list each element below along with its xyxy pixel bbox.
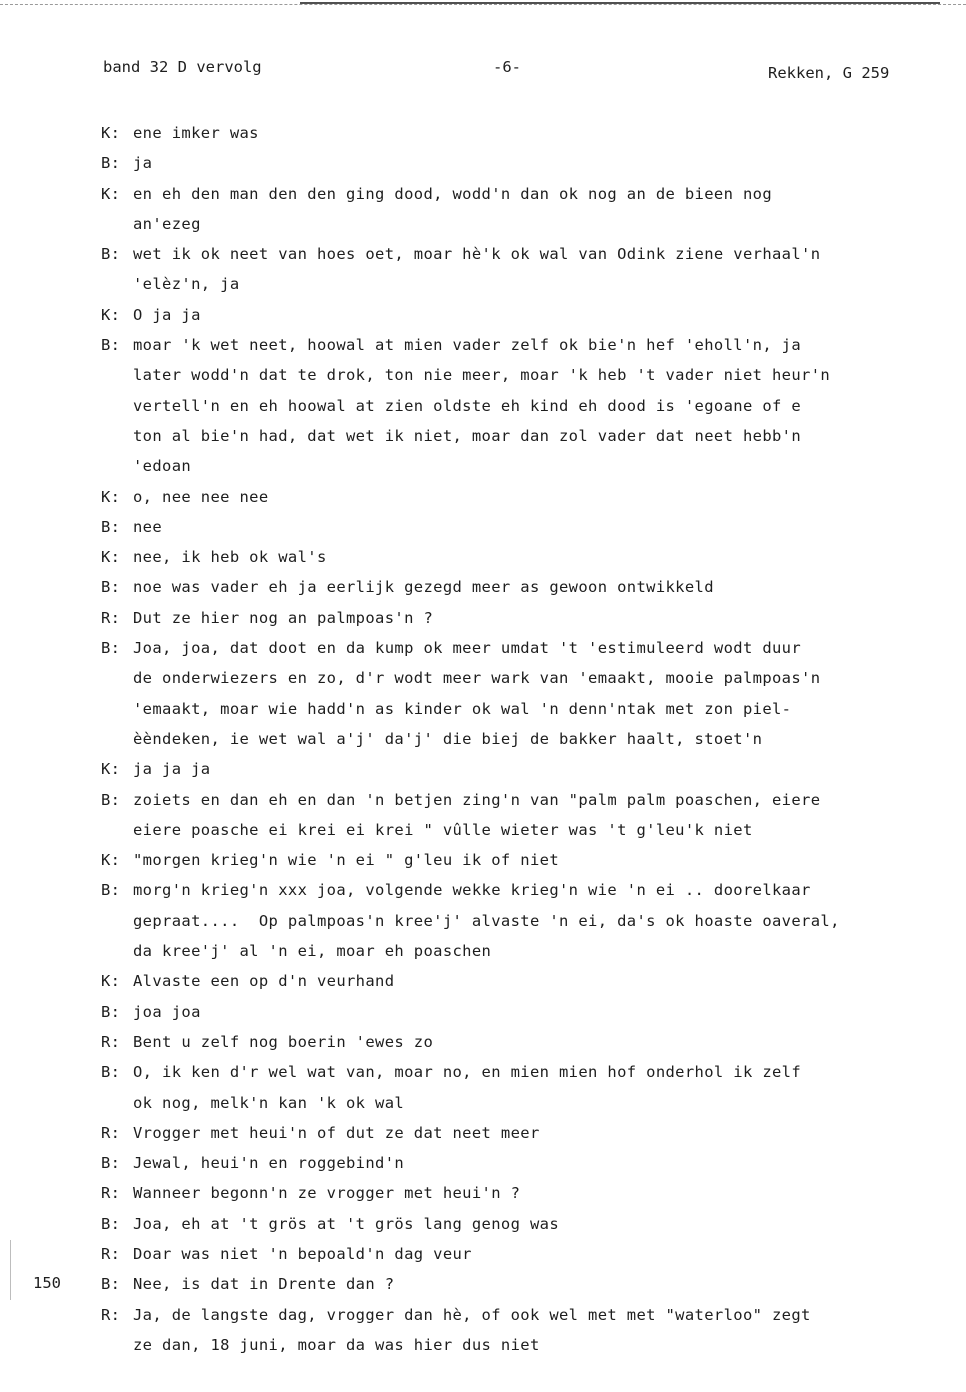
utterance xyxy=(133,330,931,481)
utterance-line: zoiets en dan eh en dan 'n betjen zing'n van "palm palm poaschen, eiere xyxy=(133,790,821,809)
utterance xyxy=(133,875,931,966)
utterance xyxy=(133,997,931,1027)
utterance xyxy=(133,239,931,300)
speaker-label: B: xyxy=(101,245,121,264)
tape-reference: band 32 D vervolg xyxy=(103,58,262,76)
transcript-turn xyxy=(101,785,931,846)
utterance-line: ze dan, 18 juni, moar da was hier dus niet xyxy=(133,1335,540,1354)
speaker-label: K: xyxy=(101,760,121,779)
speaker-label: K: xyxy=(101,124,121,142)
utterance-line: later wodd'n dat te drok, ton nie meer, moar 'k heb 't vader niet heur'n xyxy=(133,366,831,385)
speaker-label: K: xyxy=(101,851,121,870)
speaker-label: B: xyxy=(101,1154,121,1173)
utterance xyxy=(133,1300,931,1361)
transcript-turn xyxy=(101,1239,931,1269)
utterance-line: Alvaste een op d'n veurhand xyxy=(133,972,395,991)
speaker-label: B: xyxy=(101,517,121,536)
utterance-line: Nee, is dat in Drente dan ? xyxy=(133,1275,395,1294)
utterance-line: Doar was niet 'n bepoald'n dag veur xyxy=(133,1244,472,1263)
utterance-line: ok nog, melk'n kan 'k ok wal xyxy=(133,1093,405,1112)
transcript-turn xyxy=(101,118,931,148)
utterance xyxy=(133,966,931,996)
transcript-turn xyxy=(101,1269,931,1299)
utterance-line: èèndeken, ie wet wal a'j' da'j' die biej de bakker haalt, stoet'n xyxy=(133,729,763,748)
speaker-label: R: xyxy=(101,1032,121,1051)
utterance xyxy=(133,542,931,572)
transcript-turn xyxy=(101,1118,931,1148)
utterance-line: o, nee nee nee xyxy=(133,487,269,506)
speaker-label: B: xyxy=(101,1214,121,1233)
transcript-turn xyxy=(101,845,931,875)
speaker-label: B: xyxy=(101,790,121,809)
utterance xyxy=(133,754,931,784)
transcript-turn xyxy=(101,148,931,178)
transcript-turn xyxy=(101,300,931,330)
utterance-line: moar 'k wet neet, hoowal at mien vader zelf ok bie'n hef 'eholl'n, ja xyxy=(133,336,802,355)
utterance xyxy=(133,148,931,178)
transcript-turn xyxy=(101,1148,931,1178)
utterance xyxy=(133,1027,931,1057)
utterance-line: Ja, de langste dag, vrogger dan hè, of ook wel met met "waterloo" zegt xyxy=(133,1305,811,1324)
utterance-line: de onderwiezers en zo, d'r wodt meer wark van 'emaakt, mooie palmpoas'n xyxy=(133,669,821,688)
transcript-turn xyxy=(101,875,931,966)
top-dashed-rule xyxy=(0,4,966,6)
utterance-line: da kree'j' al 'n ei, moar eh poaschen xyxy=(133,942,492,961)
speaker-label: B: xyxy=(101,1002,121,1021)
speaker-label: R: xyxy=(101,1123,121,1142)
utterance xyxy=(133,1209,931,1239)
utterance-line: nee, ik heb ok wal's xyxy=(133,548,327,567)
transcript-turn xyxy=(101,330,931,481)
transcript-turn xyxy=(101,1178,931,1208)
speaker-label: R: xyxy=(101,1244,121,1263)
utterance-line: ja ja ja xyxy=(133,760,211,779)
utterance xyxy=(133,118,931,148)
speaker-label: K: xyxy=(101,184,121,203)
utterance-line: "morgen krieg'n wie 'n ei " g'leu ik of niet xyxy=(133,851,559,870)
speaker-label: B: xyxy=(101,154,121,173)
speaker-label: B: xyxy=(101,1275,121,1294)
utterance-line: 'elèz'n, ja xyxy=(133,275,240,294)
transcript-turn xyxy=(101,997,931,1027)
page-number: -6- xyxy=(493,58,521,76)
utterance xyxy=(133,785,931,846)
utterance xyxy=(133,633,931,754)
speaker-label: K: xyxy=(101,548,121,567)
utterance xyxy=(133,603,931,633)
transcript-turn xyxy=(101,1300,931,1361)
margin-line-number: 150 xyxy=(33,1274,61,1292)
transcript-turn xyxy=(101,603,931,633)
transcript xyxy=(101,118,931,1360)
speaker-label: B: xyxy=(101,1063,121,1082)
speaker-label: K: xyxy=(101,972,121,991)
page-header xyxy=(0,58,966,84)
utterance xyxy=(133,179,931,240)
speaker-label: K: xyxy=(101,487,121,506)
utterance-line: O ja ja xyxy=(133,305,201,324)
utterance xyxy=(133,1178,931,1208)
utterance xyxy=(133,1148,931,1178)
utterance-line: 'edoan xyxy=(133,457,192,476)
transcript-turn xyxy=(101,754,931,784)
utterance xyxy=(133,1057,931,1118)
utterance xyxy=(133,512,931,542)
utterance-line: Wanneer begonn'n ze vrogger met heui'n ? xyxy=(133,1184,521,1203)
transcript-turn xyxy=(101,572,931,602)
utterance-line: Vrogger met heui'n of dut ze dat neet meer xyxy=(133,1123,540,1142)
transcript-turn xyxy=(101,542,931,572)
speaker-label: R: xyxy=(101,608,121,627)
utterance xyxy=(133,845,931,875)
speaker-label: B: xyxy=(101,881,121,900)
utterance xyxy=(133,1239,931,1269)
margin-mark xyxy=(10,1240,11,1300)
utterance-line: wet ik ok neet van hoes oet, moar hè'k ok wal van Odink ziene verhaal'n xyxy=(133,245,821,264)
utterance-line: O, ik ken d'r wel wat van, moar no, en mien mien hof onderhol ik zelf xyxy=(133,1063,802,1082)
utterance-line: ja xyxy=(133,154,153,173)
speaker-label: B: xyxy=(101,639,121,658)
utterance-line: gepraat.... Op palmpoas'n kree'j' alvaste 'n ei, da's ok hoaste oaveral, xyxy=(133,911,840,930)
utterance-line: Jewal, heui'n en roggebind'n xyxy=(133,1154,405,1173)
utterance-line: 'emaakt, moar wie hadd'n as kinder ok wal 'n denn'ntak met zon piel- xyxy=(133,699,792,718)
transcript-turn xyxy=(101,1209,931,1239)
utterance-line: ton al bie'n had, dat wet ik niet, moar dan zol vader dat neet hebb'n xyxy=(133,426,802,445)
transcript-turn xyxy=(101,239,931,300)
speaker-label: B: xyxy=(101,578,121,597)
utterance-line: Joa, eh at 't grös at 't grös lang genog was xyxy=(133,1214,559,1233)
utterance xyxy=(133,1269,931,1299)
utterance-line: Bent u zelf nog boerin 'ewes zo xyxy=(133,1032,434,1051)
transcript-turn xyxy=(101,966,931,996)
utterance-line: noe was vader eh ja eerlijk gezegd meer as gewoon ontwikkeld xyxy=(133,578,714,597)
location-code: Rekken, G 259 xyxy=(768,64,890,82)
utterance xyxy=(133,300,931,330)
top-solid-rule xyxy=(300,2,940,4)
transcript-turn xyxy=(101,1027,931,1057)
utterance xyxy=(133,572,931,602)
utterance-line: ene imker was xyxy=(133,124,259,142)
speaker-label: R: xyxy=(101,1184,121,1203)
utterance-line: Joa, joa, dat doot en da kump ok meer umdat 't 'estimuleerd wodt duur xyxy=(133,639,802,658)
utterance xyxy=(133,1118,931,1148)
utterance-line: eiere poasche ei krei ei krei " vûlle wieter was 't g'leu'k niet xyxy=(133,820,753,839)
speaker-label: K: xyxy=(101,305,121,324)
transcript-turn xyxy=(101,512,931,542)
transcript-turn xyxy=(101,633,931,754)
utterance xyxy=(133,482,931,512)
utterance-line: en eh den man den den ging dood, wodd'n dan ok nog an de bieen nog xyxy=(133,184,772,203)
utterance-line: joa joa xyxy=(133,1002,201,1021)
utterance-line: an'ezeg xyxy=(133,214,201,233)
utterance-line: morg'n krieg'n xxx joa, volgende wekke krieg'n wie 'n ei .. doorelkaar xyxy=(133,881,811,900)
utterance-line: Dut ze hier nog an palmpoas'n ? xyxy=(133,608,434,627)
transcript-turn xyxy=(101,482,931,512)
transcript-turn xyxy=(101,179,931,240)
utterance-line: vertell'n en eh hoowal at zien oldste eh kind eh dood is 'egoane of e xyxy=(133,396,802,415)
transcript-turn xyxy=(101,1057,931,1118)
speaker-label: R: xyxy=(101,1305,121,1324)
speaker-label: B: xyxy=(101,336,121,355)
utterance-line: nee xyxy=(133,517,163,536)
